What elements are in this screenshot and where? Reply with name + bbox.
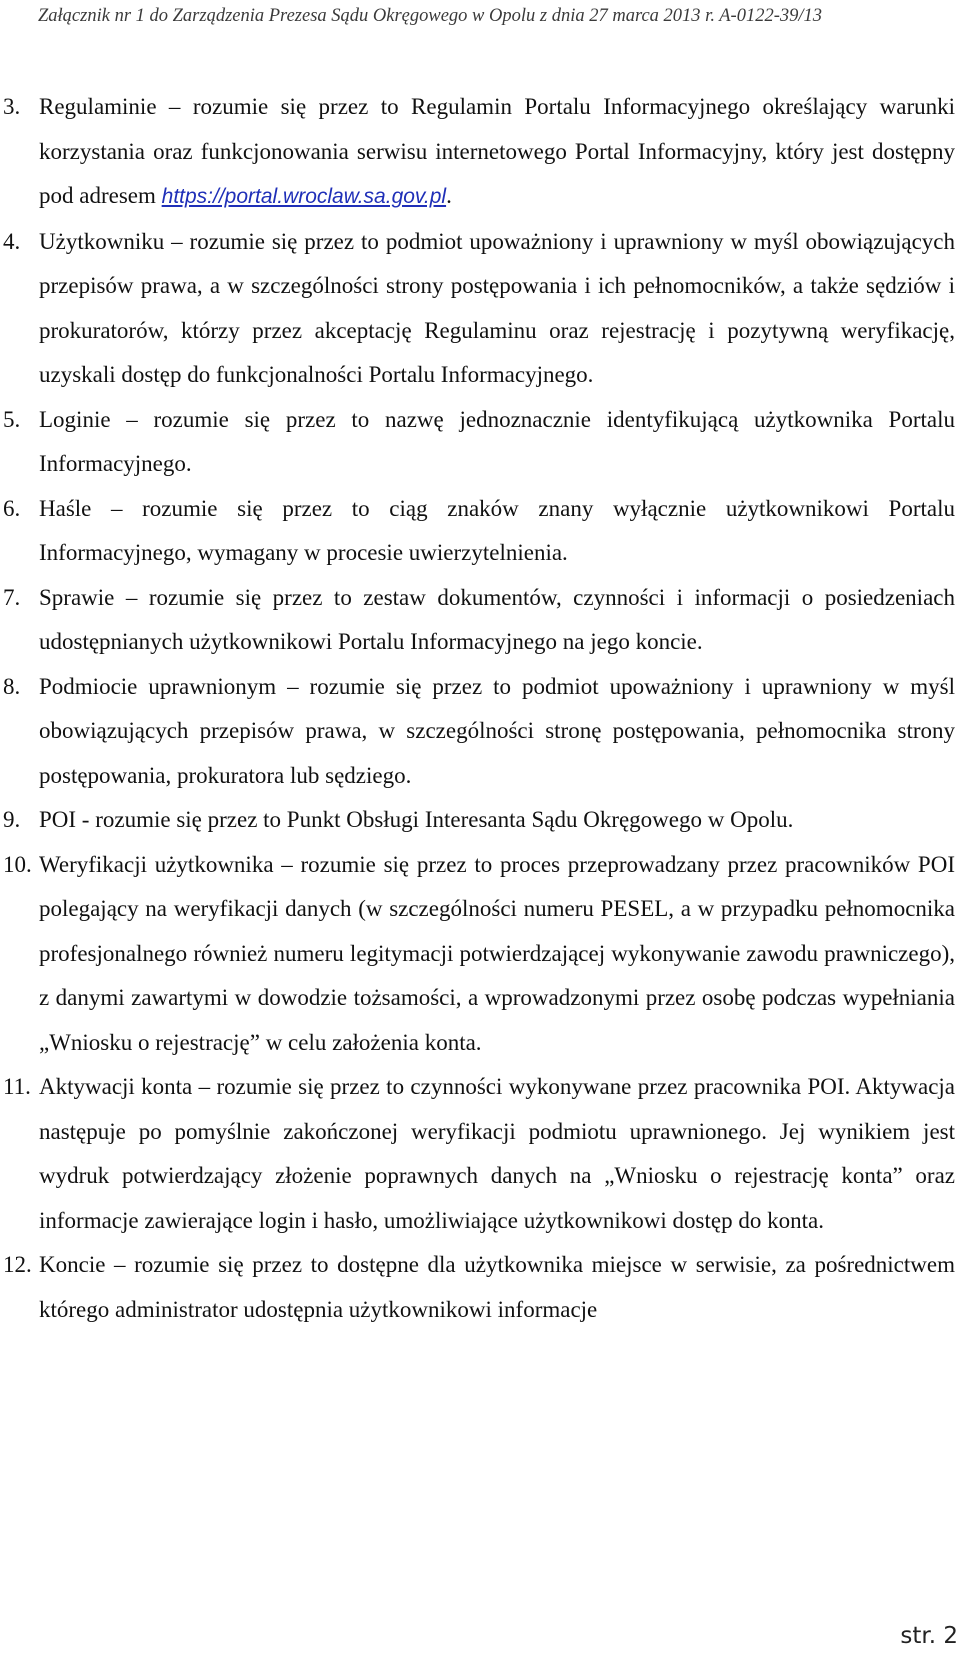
portal-url-link[interactable]: https://portal.wroclaw.sa.gov.pl bbox=[161, 185, 447, 208]
item-text-before-link: Regulaminie – rozumie się przez to Regulamin Portalu Informacyjnego określający warunki korzystania oraz funkcjonowania serwisu internetowego Portal Informacyjny, który jest dostępny pod adresem bbox=[39, 94, 955, 208]
item-number: 5. bbox=[3, 406, 21, 432]
item-number: 10. bbox=[3, 851, 32, 877]
list-item bbox=[3, 487, 960, 576]
item-text: Haśle – rozumie się przez to ciąg znaków znany wyłącznie użytkownikowi Portalu Informacyjnego, wymagany w procesie uwierzytelnienia. bbox=[39, 495, 955, 565]
list-item bbox=[3, 576, 960, 665]
list-item bbox=[3, 798, 960, 843]
item-number: 11. bbox=[3, 1074, 31, 1099]
page-number: str. 2 bbox=[900, 1623, 958, 1649]
list-item bbox=[3, 85, 960, 220]
item-text: POI - rozumie się przez to Punkt Obsługi Interesanta Sądu Okręgowego w Opolu. bbox=[39, 807, 794, 832]
item-text: Aktywacji konta – rozumie się przez to czynności wykonywane przez pracownika POI. Aktywacja następuje po pomyślnie zakończonej weryfikacji podmiotu uprawnionego. Jej wynikiem jest wydruk potwierdzający złożenie poprawnych danych na „Wniosku o rejestrację konta” oraz informacje zawierające login i hasło, umożliwiające użytkownikowi dostęp do konta. bbox=[39, 1074, 955, 1233]
item-text: Podmiocie uprawnionym – rozumie się przez to podmiot upoważniony i uprawniony w myśl obowiązujących przepisów prawa, w szczególności stronę postępowania, pełnomocnika strony postępowania, prokuratora lub sędziego. bbox=[39, 673, 955, 788]
list-item bbox=[3, 1065, 960, 1243]
item-text bbox=[39, 85, 955, 220]
item-number: 7. bbox=[3, 584, 21, 610]
item-number: 4. bbox=[3, 228, 21, 254]
definitions-list bbox=[3, 85, 960, 1332]
item-number: 8. bbox=[3, 673, 21, 699]
item-text: Koncie – rozumie się przez to dostępne dla użytkownika miejsce w serwisie, za pośrednictwem którego administrator udostępnia użytkownikowi informacje bbox=[39, 1252, 955, 1322]
list-item bbox=[3, 665, 960, 799]
item-text: Weryfikacji użytkownika – rozumie się przez to proces przeprowadzany przez pracowników POI polegający na weryfikacji danych (w szczególności numeru PESEL, a w przypadku pełnomocnika profesjonalnego również numeru legitymacji potwierdzającej wykonywanie zawodu prawniczego), z danymi zawartymi w dowodzie tożsamości, a wprowadzonymi przez osobę podczas wypełniania „Wniosku o rejestrację” w celu założenia konta. bbox=[39, 851, 955, 1055]
item-number: 3. bbox=[3, 94, 21, 119]
item-text: Użytkowniku – rozumie się przez to podmiot upoważniony i uprawniony w myśl obowiązujących przepisów prawa, a w szczególności strony postępowania i ich pełnomocników, a także sędziów i prokuratorów, którzy przez akceptację Regulaminu oraz rejestrację i pozytywną weryfikację, uzyskali dostęp do funkcjonalności Portalu Informacyjnego. bbox=[39, 228, 955, 387]
item-text-after-link: . bbox=[446, 183, 452, 208]
page-header: Załącznik nr 1 do Zarządzenia Prezesa Sądu Okręgowego w Opolu z dnia 27 marca 2013 r. A-0122-39/13 bbox=[38, 6, 823, 26]
list-item bbox=[3, 1243, 960, 1332]
list-item bbox=[3, 398, 960, 487]
item-number: 9. bbox=[3, 807, 21, 832]
item-text: Loginie – rozumie się przez to nazwę jednoznacznie identyfikującą użytkownika Portalu Informacyjnego. bbox=[39, 406, 955, 476]
item-text: Sprawie – rozumie się przez to zestaw dokumentów, czynności i informacji o posiedzeniach udostępnianych użytkownikowi Portalu Informacyjnego na jego koncie. bbox=[39, 584, 955, 654]
list-item bbox=[3, 843, 960, 1066]
list-item bbox=[3, 220, 960, 398]
item-number: 6. bbox=[3, 495, 21, 521]
item-number: 12. bbox=[3, 1252, 32, 1277]
